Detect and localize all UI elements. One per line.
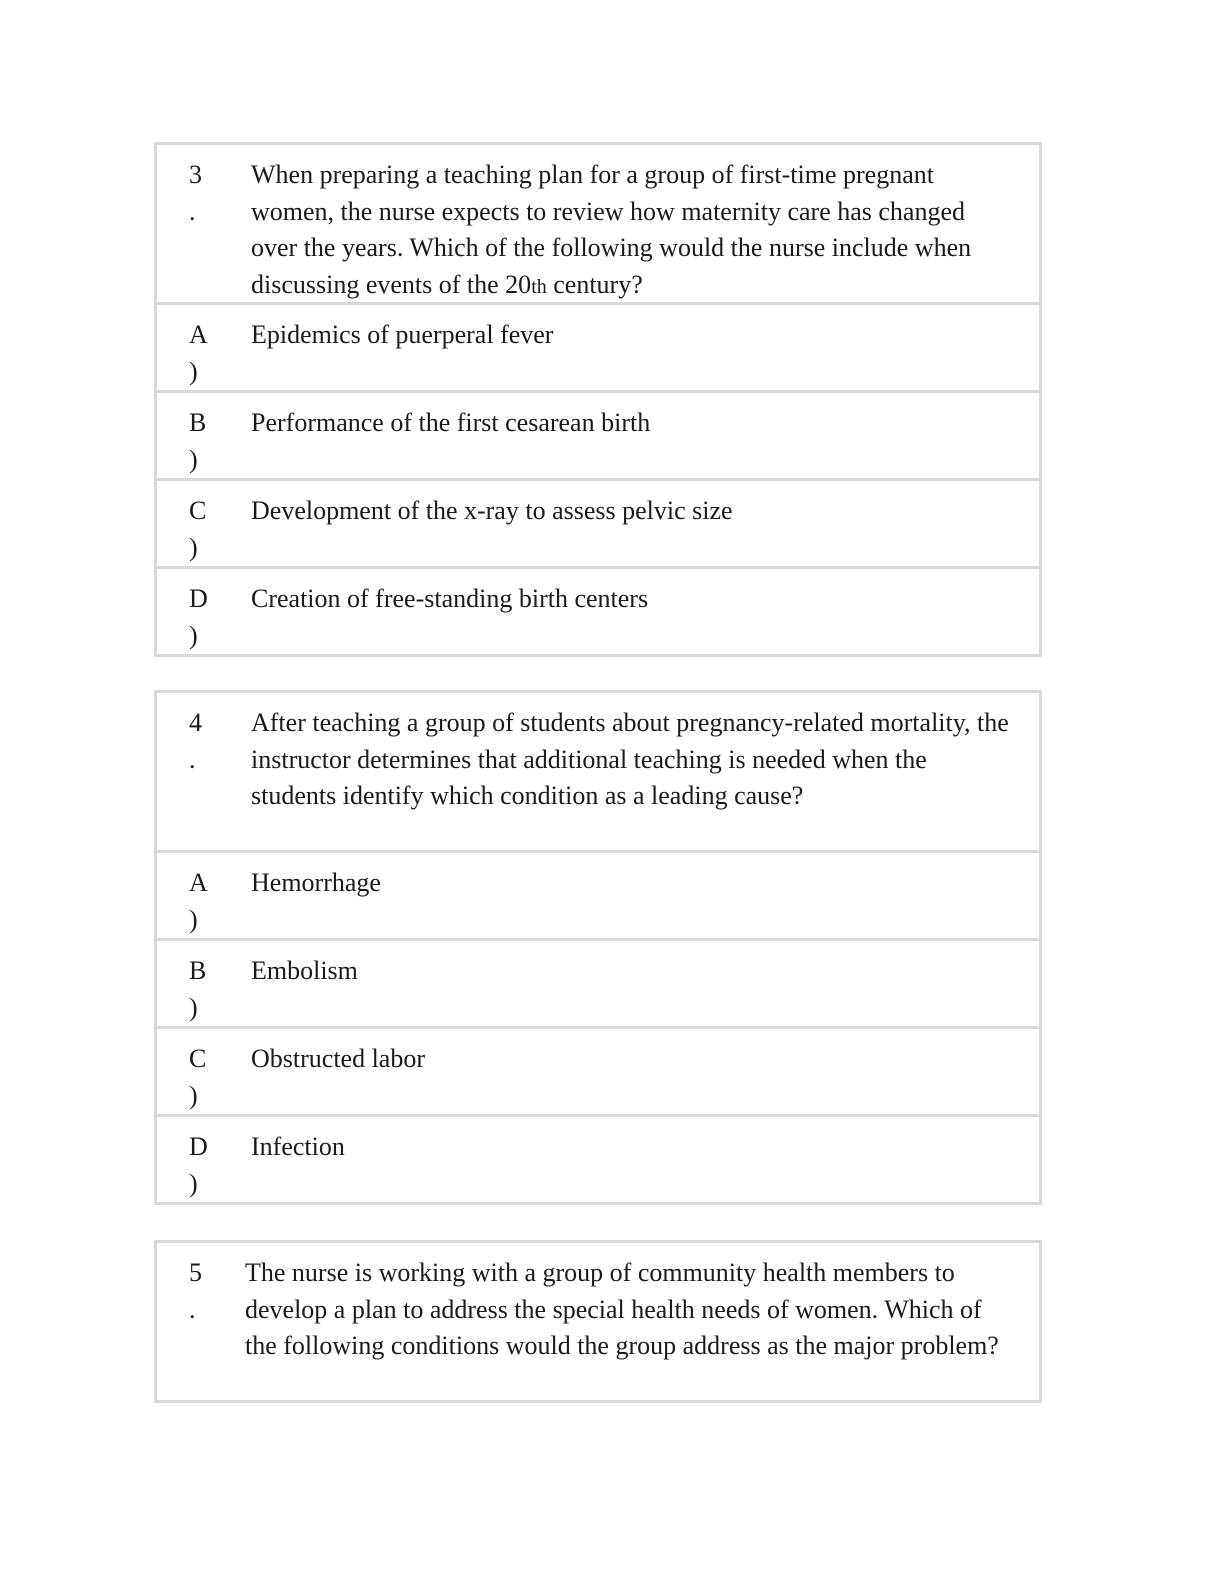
option-text: Creation of free-standing birth centers: [251, 584, 649, 613]
option-row-b[interactable]: [157, 938, 1039, 1026]
option-row-d[interactable]: [157, 1114, 1039, 1202]
option-letter: D ): [189, 1132, 208, 1198]
option-letter: A ): [189, 868, 208, 934]
option-letter: B ): [189, 956, 207, 1022]
question-row: [157, 1243, 1039, 1400]
option-letter: C ): [189, 496, 207, 562]
option-text: Performance of the first cesarean birth: [251, 408, 651, 437]
question-row: [157, 145, 1039, 302]
option-row-c[interactable]: [157, 478, 1039, 566]
option-letter: C ): [189, 1044, 207, 1110]
question-number: 3 .: [189, 160, 202, 226]
option-text: Embolism: [251, 956, 358, 985]
option-letter: A ): [189, 320, 208, 386]
question-stem: After teaching a group of students about pregnancy-related mortality, the instructor determines that additional teaching is needed when the students identify which condition as a leading cause?: [251, 708, 1009, 810]
option-letter: D ): [189, 584, 208, 650]
question-stem: The nurse is working with a group of community health members to develop a plan to address the special health needs of women. Which of the following conditions would the group address as the major problem?: [245, 1258, 999, 1360]
option-letter: B ): [189, 408, 207, 474]
question-number: 4 .: [189, 708, 202, 774]
option-text: Obstructed labor: [251, 1044, 426, 1073]
question-4-table: [154, 690, 1042, 1205]
option-row-d[interactable]: [157, 566, 1039, 654]
option-row-b[interactable]: [157, 390, 1039, 478]
option-text: Epidemics of puerperal fever: [251, 320, 554, 349]
option-text: Infection: [251, 1132, 345, 1161]
question-stem: When preparing a teaching plan for a group of first-time pregnant women, the nurse expects to review how maternity care has changed over the years. Which of the following would the nurse include when discussing events of the 20th century?: [251, 160, 972, 299]
question-row: [157, 693, 1039, 850]
option-row-a[interactable]: [157, 302, 1039, 390]
option-row-c[interactable]: [157, 1026, 1039, 1114]
question-3-table: [154, 142, 1042, 657]
option-text: Hemorrhage: [251, 868, 381, 897]
question-5-table: [154, 1240, 1042, 1403]
option-row-a[interactable]: [157, 850, 1039, 938]
option-text: Development of the x-ray to assess pelvic size: [251, 496, 733, 525]
question-number: 5 .: [189, 1258, 202, 1324]
